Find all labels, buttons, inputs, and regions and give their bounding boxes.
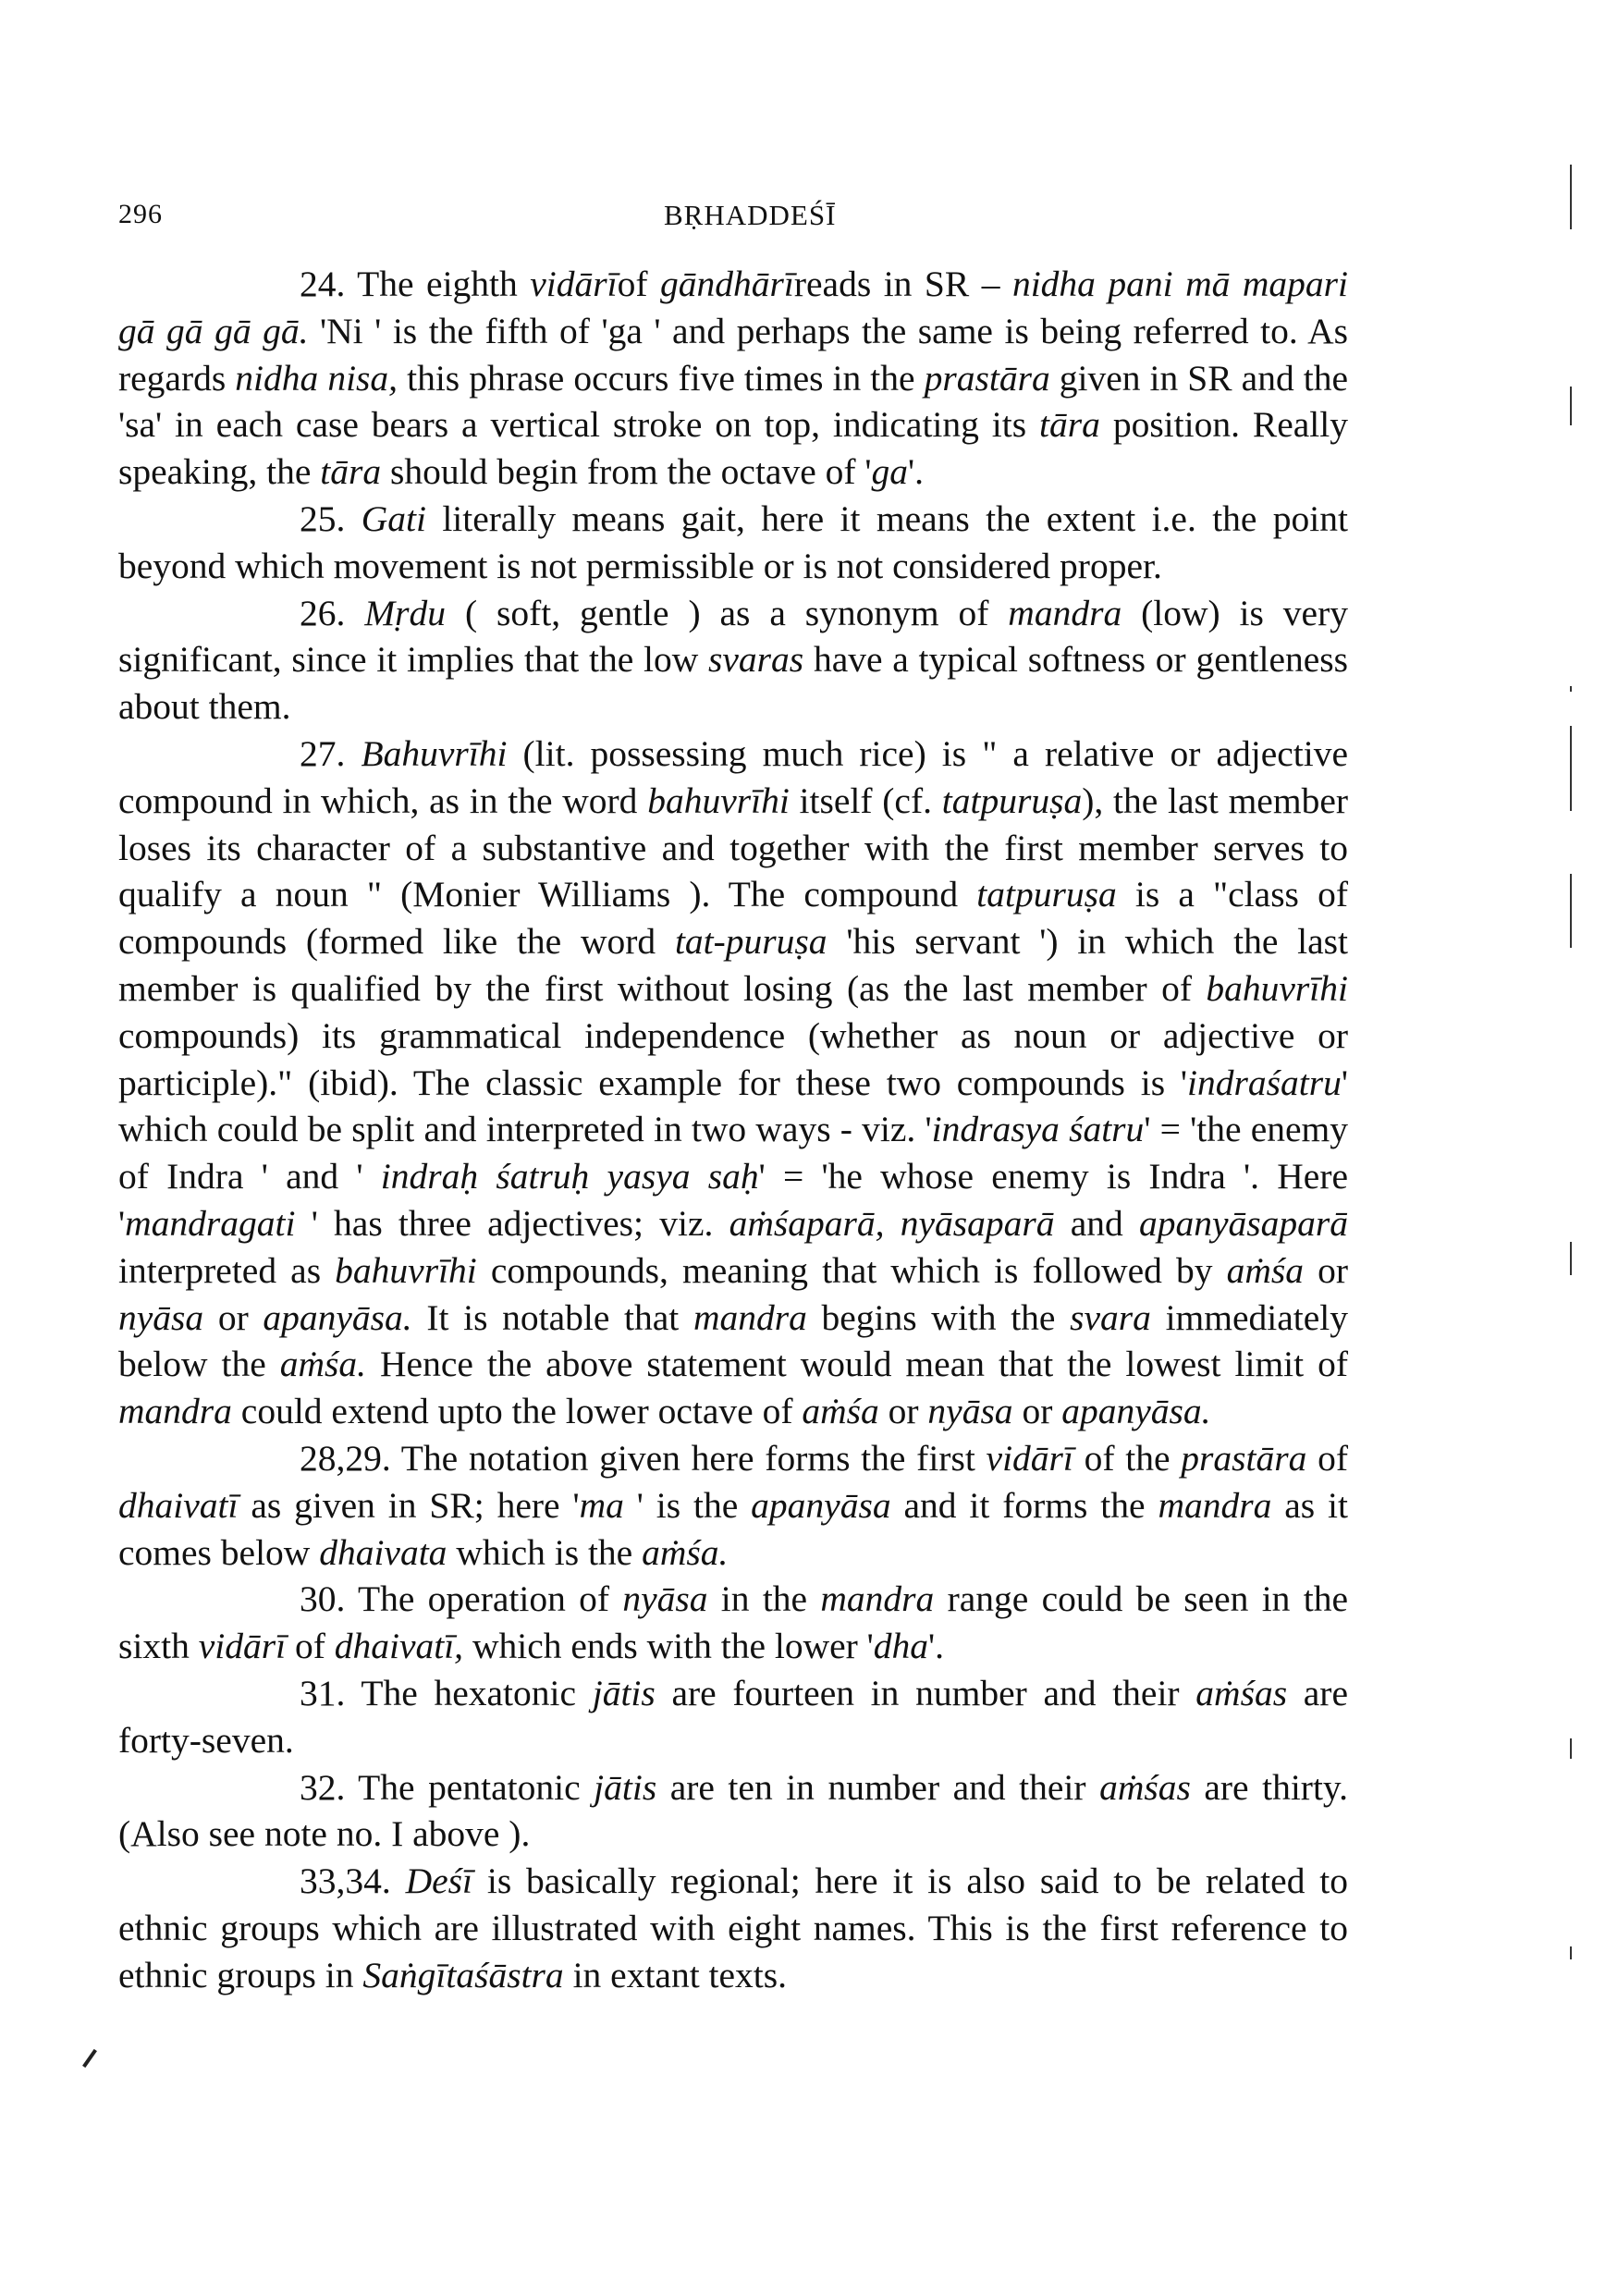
note-text: or [203,1296,264,1338]
italic-term: bahuvrīhi [335,1249,477,1291]
note-text: '. [928,1626,945,1667]
note-text: of [286,1626,335,1667]
note-text: and [1054,1202,1139,1244]
note-text: 24. The eighth [300,264,531,304]
endnote-24 [118,261,1348,496]
note-text: ' has three adjectives; viz. [295,1202,729,1244]
note-text: ' = 'he whose enemy is Indra '. Here ' [118,1156,1349,1244]
note-text: itself (cf. [789,780,942,821]
italic-term: aṁśa [802,1391,879,1432]
italic-term: apanyāsa [751,1484,891,1526]
note-text: ( soft, gentle ) as a synonym of [446,592,1009,633]
italic-term: apanyāsa. [1061,1391,1211,1432]
endnote-25 [118,496,1348,590]
running-title: BṚHADDEŚĪ [664,199,837,231]
italic-term: prastāra [1181,1437,1307,1479]
note-text: 28,29. The notation given here forms the first [300,1437,987,1479]
endnotes-body [118,261,1348,1998]
italic-term: apanyāsaparā [1138,1202,1348,1244]
italic-term: vidārī [198,1626,287,1667]
note-text: (low) is very significant, since it implies that the low [118,592,1348,681]
note-text: of [617,264,661,304]
note-text: or [878,1391,928,1432]
italic-term: aṁśa. [279,1344,367,1385]
note-text: of the [1073,1437,1182,1479]
note-text: or [1012,1391,1062,1432]
italic-term: indraśatru [1187,1062,1342,1103]
note-text: given in SR and the 'sa' in each case bears a vertical stroke on top, indicating its [118,357,1349,446]
italic-term: prastāra [924,357,1050,399]
italic-term: nyāsa [622,1578,708,1620]
italic-term: tatpuruṣa [941,780,1083,821]
note-text: are ten in number and their [656,1766,1100,1808]
note-text: as it comes below [118,1484,1348,1573]
italic-term: mandra [1158,1484,1272,1526]
scan-mark [1570,1946,1572,1959]
note-text: It is notable that [411,1296,693,1338]
endnote-33-34 [118,1858,1348,1998]
note-text: should begin from the octave of ' [381,451,872,493]
note-text: ), the last member loses its character of a substantive and together with the first member serves to qualify a noun " (Monier Williams ). The compound [118,780,1349,915]
note-text: range could be seen in the sixth [118,1578,1348,1667]
scan-mark [1570,726,1572,811]
note-text: 'Ni ' is the fifth of 'ga ' and perhaps the same is being referred to. As regards [118,310,1349,399]
endnote-28-29 [118,1435,1348,1576]
italic-term: vidārī [986,1437,1073,1479]
italic-term: mandra [820,1578,935,1620]
note-text: in extant texts. [563,1954,788,1995]
italic-term: dhaivatī [118,1484,239,1526]
endnote-31 [118,1670,1348,1764]
note-text: 25. [300,497,362,539]
note-text: and it forms the [890,1484,1158,1526]
italic-term: mandra [693,1296,807,1338]
note-text: which ends with the lower ' [463,1626,874,1667]
italic-term: dha [873,1626,929,1667]
italic-term: Saṅgītaśāstra [362,1954,564,1995]
scan-mark [1570,387,1572,425]
note-text: 31. The hexatonic [300,1672,593,1713]
note-text: immediately below the [118,1296,1349,1385]
italic-term: nyāsa [927,1391,1013,1432]
italic-term: bahuvrīhi [647,780,790,821]
italic-term: indrasya śatru [931,1109,1145,1150]
note-text: in the [707,1578,821,1620]
note-text: ' which could be split and interpreted in two ways - viz. ' [118,1062,1348,1150]
italic-term: dhaivata [319,1531,447,1573]
italic-term: jātis [594,1766,657,1808]
note-text: 33,34. [300,1860,406,1902]
italic-term: dhaivatī, [334,1626,464,1667]
page-number: 296 [118,199,163,229]
note-text: or [1303,1249,1348,1291]
italic-term: ga [871,451,909,493]
italic-term: vidārī [530,264,618,304]
italic-term: jātis [592,1672,656,1713]
italic-term: Bahuvrīhi [361,732,508,774]
italic-term: aṁśas [1195,1672,1288,1713]
italic-term: svaras [708,639,804,681]
scan-mark [1570,1738,1572,1759]
italic-term: indraḥ śatruḥ yasya saḥ [380,1156,759,1197]
note-text: are thirty. (Also see note no. I above ). [118,1766,1348,1855]
italic-term: bahuvrīhi [1206,967,1348,1009]
italic-term: Deśī [405,1860,473,1902]
scan-mark [1570,874,1572,948]
italic-term: mandra [118,1391,232,1432]
endnote-26 [118,590,1348,731]
italic-term: Mṛdu [364,592,447,633]
note-text: begins with the [806,1296,1071,1338]
italic-term: aṁśaparā, nyāsaparā [729,1202,1055,1244]
note-text: 26. [300,592,365,633]
note-text: 30. The operation of [300,1578,623,1620]
italic-term: nidha nisa, [235,357,398,399]
italic-term: mandragati [125,1202,296,1244]
note-text: have a typical softness or gentleness about them. [118,639,1348,728]
note-text: could extend upto the lower octave of [231,1391,803,1432]
note-text: this phrase occurs five times in the [398,357,925,399]
italic-term: nidha pani mā mapari gā gā gā gā. [118,264,1348,351]
italic-term: svara [1070,1296,1151,1338]
italic-term: tat-puruṣa [674,921,827,963]
note-text: are fourteen in number and their [655,1672,1196,1713]
italic-term: tāra [1039,404,1100,446]
note-text: (lit. possessing much rice) is " a relative or adjective compound in which, as in the word [118,732,1349,821]
italic-term: aṁśas [1099,1766,1191,1808]
note-text: which is the [447,1531,643,1573]
italic-term: ma [579,1484,624,1526]
note-text: 'his servant ') in which the last member is qualified by the first without losing (as the last member of [118,921,1348,1009]
note-text: compounds, meaning that which is followed by [476,1249,1227,1291]
note-text: Hence the above statement would mean that the lowest limit of [366,1344,1348,1385]
note-text: is a "class of compounds (formed like the word [118,874,1348,963]
italic-term: aṁśa [1226,1249,1304,1291]
note-text: '. [908,451,925,493]
note-text: reads in SR – [793,264,1012,304]
page-header [118,199,1348,243]
scan-mark [1570,686,1572,692]
note-text: literally means gait, here it means the extent i.e. the point beyond which movement is not permissible or is not considered proper. [118,497,1348,586]
note-text: 27. [300,732,362,774]
note-text: ' is the [623,1484,752,1526]
note-text: ' = 'the enemy of Indra ' and ' [118,1109,1349,1197]
note-text: is basically regional; here it is also said to be related to ethnic groups which are illustrated with eight names. This is the first reference to ethnic groups in [118,1860,1349,1995]
endnote-27 [118,731,1348,1435]
note-text: interpreted as [118,1249,336,1291]
italic-term: tatpuruṣa [976,874,1117,915]
pen-stroke-mark [82,2049,97,2068]
note-text: of [1306,1437,1348,1479]
scan-mark [1570,1242,1572,1275]
italic-term: nyāsa [118,1296,204,1338]
note-text: are forty-seven. [118,1672,1348,1761]
scan-mark [1570,165,1572,229]
endnote-30 [118,1576,1348,1670]
italic-term: apanyāsa. [263,1296,412,1338]
italic-term: Gati [361,497,426,539]
italic-term: aṁśa. [642,1531,729,1573]
endnote-32 [118,1764,1348,1859]
italic-term: tāra [320,451,382,493]
note-text: position. Really speaking, the [118,404,1349,493]
note-text: 32. The pentatonic [300,1766,594,1808]
italic-term: mandra [1008,592,1122,633]
italic-term: gāndhārī [660,264,794,304]
note-text: as given in SR; here ' [238,1484,580,1526]
note-text: compounds) its grammatical independence (whether as noun or adjective or participle)." (ibid). The classic example for these two compounds is ' [118,1014,1348,1103]
